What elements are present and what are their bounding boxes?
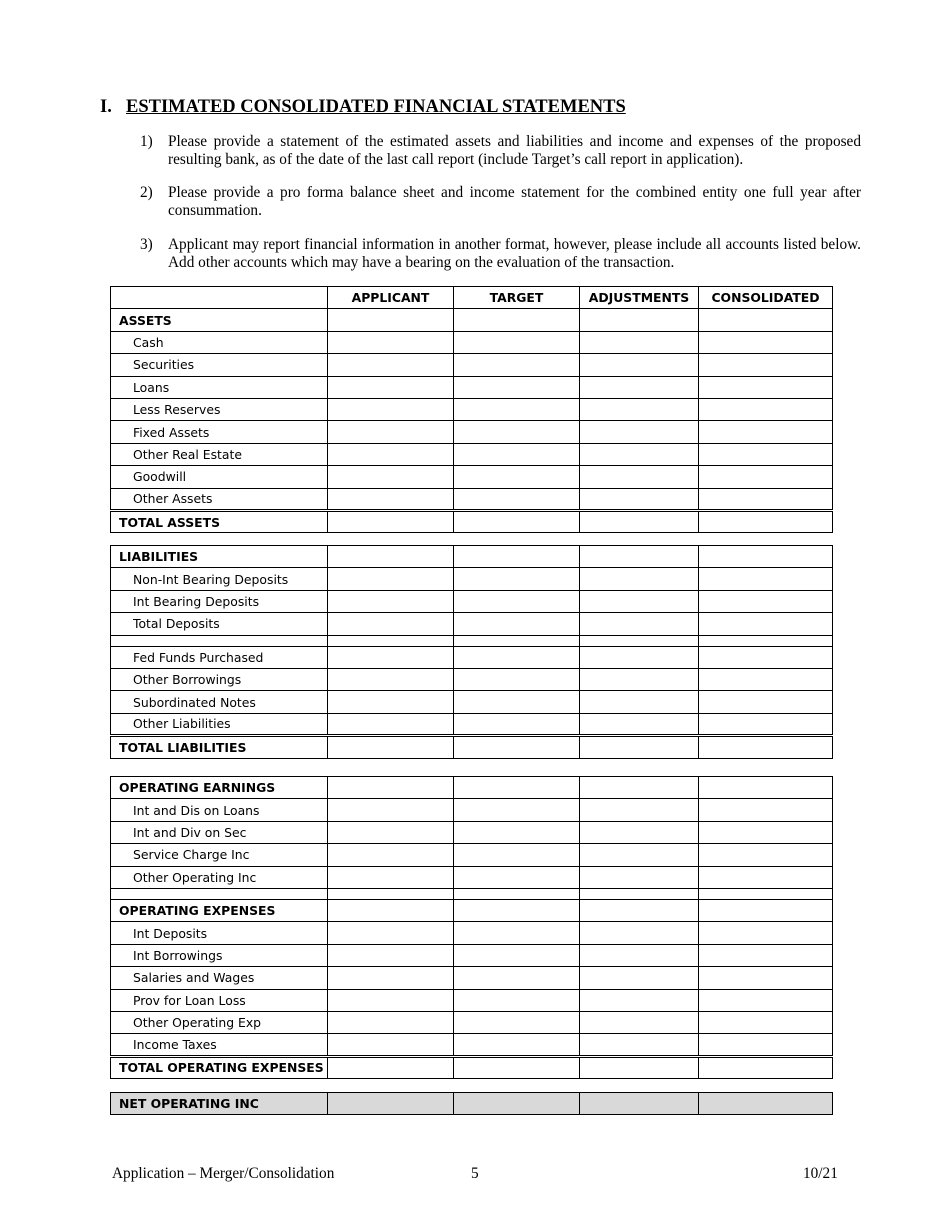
entry-cell[interactable] [454,866,580,888]
entry-cell[interactable] [699,736,833,758]
row-label: Other Operating Inc [111,866,328,888]
entry-cell[interactable] [580,944,699,966]
blank-cell [454,635,580,646]
entry-cell[interactable] [580,799,699,821]
entry-cell[interactable] [328,989,454,1011]
row-label: Goodwill [111,466,328,488]
entry-cell[interactable] [328,713,454,735]
entry-cell[interactable] [454,799,580,821]
entry-cell[interactable] [454,668,580,690]
row-label: Int and Dis on Loans [111,799,328,821]
entry-cell[interactable] [580,568,699,590]
entry-cell[interactable] [328,799,454,821]
income-table [110,776,833,1079]
entry-cell[interactable] [454,736,580,758]
entry-cell[interactable] [580,922,699,944]
entry-cell[interactable] [580,590,699,612]
entry-cell[interactable] [699,398,833,420]
spacer-row [111,888,833,899]
entry-cell[interactable] [328,568,454,590]
row-label: NET OPERATING INC [111,1093,328,1115]
entry-cell[interactable] [699,443,833,465]
entry-cell[interactable] [454,691,580,713]
total-row [111,510,833,532]
entry-cell[interactable] [699,821,833,843]
entry-cell[interactable] [580,1011,699,1033]
row-label: Loans [111,376,328,398]
entry-cell[interactable] [699,866,833,888]
row-label: OPERATING EARNINGS [111,777,328,799]
entry-cell[interactable] [328,488,454,510]
table-row [111,1011,833,1033]
assets-table [110,286,833,533]
entry-cell[interactable] [580,866,699,888]
entry-cell[interactable] [328,821,454,843]
entry-cell[interactable] [328,668,454,690]
entry-cell[interactable] [328,646,454,668]
entry-cell[interactable] [699,376,833,398]
entry-cell[interactable] [580,668,699,690]
entry-cell[interactable] [699,944,833,966]
entry-cell[interactable] [328,777,454,799]
entry-cell[interactable] [580,691,699,713]
table-row [111,866,833,888]
table-row [111,466,833,488]
blank-cell [580,635,699,646]
table-row [111,398,833,420]
entry-cell[interactable] [580,421,699,443]
entry-cell[interactable] [328,613,454,635]
entry-cell[interactable] [580,967,699,989]
entry-cell[interactable] [454,646,580,668]
entry-cell[interactable] [699,1011,833,1033]
net-income-table [110,1092,833,1115]
entry-cell[interactable] [580,354,699,376]
spacer-row [111,635,833,646]
section-header-row [111,309,833,331]
section-title: ESTIMATED CONSOLIDATED FINANCIAL STATEMENTS [126,97,626,117]
section-number: I. [100,97,112,117]
blank-cell [454,888,580,899]
entry-cell[interactable] [699,590,833,612]
table-row [111,713,833,735]
blank-cell [328,635,454,646]
entry-cell[interactable] [580,398,699,420]
entry-cell[interactable] [328,443,454,465]
entry-cell[interactable] [328,922,454,944]
entry-cell[interactable] [454,443,580,465]
row-label: Int and Div on Sec [111,821,328,843]
entry-cell[interactable] [699,331,833,353]
entry-cell[interactable] [580,466,699,488]
entry-cell[interactable] [699,967,833,989]
blank-cell [699,888,833,899]
section-header-row [111,777,833,799]
table-row [111,844,833,866]
total-row [111,1056,833,1078]
table-row [111,590,833,612]
entry-cell[interactable] [580,989,699,1011]
row-label: Service Charge Inc [111,844,328,866]
entry-cell[interactable] [699,899,833,921]
row-label: Other Real Estate [111,443,328,465]
row-label: LIABILITIES [111,546,328,568]
table-row [111,821,833,843]
entry-cell[interactable] [454,1011,580,1033]
entry-cell[interactable] [699,691,833,713]
entry-cell[interactable] [454,398,580,420]
entry-cell[interactable] [454,899,580,921]
blank-cell [699,635,833,646]
row-label: Int Bearing Deposits [111,590,328,612]
table-row [111,967,833,989]
row-label: Cash [111,331,328,353]
entry-cell[interactable] [580,546,699,568]
entry-cell[interactable] [699,546,833,568]
entry-cell[interactable] [454,466,580,488]
entry-cell[interactable] [328,590,454,612]
entry-cell[interactable] [580,376,699,398]
table-row [111,421,833,443]
entry-cell[interactable] [699,844,833,866]
table-row [111,1034,833,1056]
entry-cell[interactable] [454,844,580,866]
entry-cell[interactable] [699,668,833,690]
instruction-number: 1) [140,133,153,150]
entry-cell[interactable] [699,713,833,735]
entry-cell[interactable] [580,331,699,353]
row-label: Int Deposits [111,922,328,944]
row-label: Securities [111,354,328,376]
row-label: TOTAL LIABILITIES [111,736,328,758]
entry-cell[interactable] [328,967,454,989]
entry-cell[interactable] [454,421,580,443]
entry-cell[interactable] [328,1056,454,1078]
entry-cell[interactable] [328,331,454,353]
instruction-2 [140,184,861,219]
entry-cell[interactable] [699,922,833,944]
section-heading [100,97,626,118]
entry-cell[interactable] [454,376,580,398]
entry-cell[interactable] [580,736,699,758]
row-label: Other Liabilities [111,713,328,735]
entry-cell[interactable] [580,777,699,799]
entry-cell[interactable] [454,488,580,510]
table-row [111,668,833,690]
entry-cell[interactable] [328,1034,454,1056]
entry-cell[interactable] [580,1093,699,1115]
blank-cell [111,635,328,646]
table-row [111,989,833,1011]
entry-cell[interactable] [699,309,833,331]
entry-cell[interactable] [328,421,454,443]
table-row [111,568,833,590]
instruction-text: Please provide a pro forma balance sheet and income statement for the combined entity one full year after consummation. [168,184,861,219]
column-header-applicant: APPLICANT [328,287,454,309]
instruction-1 [140,133,861,168]
footer-form-title: Application – Merger/Consolidation [112,1165,335,1182]
table-row [111,376,833,398]
row-label: ASSETS [111,309,328,331]
section-header-row [111,899,833,921]
table-row [111,613,833,635]
entry-cell[interactable] [580,899,699,921]
entry-cell[interactable] [699,421,833,443]
column-header-adjustments: ADJUSTMENTS [580,287,699,309]
entry-cell[interactable] [328,844,454,866]
table-row [111,443,833,465]
row-label: Prov for Loan Loss [111,989,328,1011]
blank-cell [328,888,454,899]
entry-cell[interactable] [580,1056,699,1078]
entry-cell[interactable] [580,646,699,668]
instruction-number: 3) [140,236,153,253]
row-label: Other Borrowings [111,668,328,690]
entry-cell[interactable] [580,510,699,532]
blank-cell [580,888,699,899]
entry-cell[interactable] [328,376,454,398]
row-label: OPERATING EXPENSES [111,899,328,921]
footer-revision-date: 10/21 [803,1165,838,1182]
entry-cell[interactable] [699,613,833,635]
entry-cell[interactable] [454,309,580,331]
table-row [111,646,833,668]
entry-cell[interactable] [699,799,833,821]
table-row [111,944,833,966]
entry-cell[interactable] [699,1056,833,1078]
entry-cell[interactable] [328,1093,454,1115]
row-label: Less Reserves [111,398,328,420]
net-operating-row [111,1093,833,1115]
entry-cell[interactable] [454,1093,580,1115]
entry-cell[interactable] [328,466,454,488]
entry-cell[interactable] [328,691,454,713]
row-label: Subordinated Notes [111,691,328,713]
table-row [111,691,833,713]
instruction-text: Applicant may report financial information in another format, however, please include all accounts listed below. Add other accounts which may have a bearing on the evaluation of the transaction. [168,236,861,271]
row-label: Income Taxes [111,1034,328,1056]
entry-cell[interactable] [328,899,454,921]
row-label: Other Assets [111,488,328,510]
section-header-row [111,546,833,568]
entry-cell[interactable] [580,488,699,510]
entry-cell[interactable] [699,989,833,1011]
entry-cell[interactable] [328,546,454,568]
entry-cell[interactable] [454,922,580,944]
entry-cell[interactable] [699,646,833,668]
entry-cell[interactable] [328,354,454,376]
instruction-text: Please provide a statement of the estimated assets and liabilities and income and expenses of the proposed resulting bank, as of the date of the last call report (include Target’s call report in application). [168,133,861,168]
row-label: Fixed Assets [111,421,328,443]
row-label: TOTAL ASSETS [111,510,328,532]
entry-cell[interactable] [328,1011,454,1033]
entry-cell[interactable] [580,613,699,635]
entry-cell[interactable] [699,777,833,799]
row-label: TOTAL OPERATING EXPENSES [111,1056,328,1078]
entry-cell[interactable] [454,568,580,590]
column-header-consolidated: CONSOLIDATED [699,287,833,309]
instruction-number: 2) [140,184,153,201]
liabilities-table [110,545,833,759]
entry-cell[interactable] [580,821,699,843]
total-row [111,736,833,758]
entry-cell[interactable] [699,1034,833,1056]
table-row [111,331,833,353]
entry-cell[interactable] [580,713,699,735]
row-label: Fed Funds Purchased [111,646,328,668]
footer-page-number: 5 [471,1165,479,1182]
table-row [111,354,833,376]
entry-cell[interactable] [454,1034,580,1056]
column-header-target: TARGET [454,287,580,309]
entry-cell[interactable] [454,713,580,735]
entry-cell[interactable] [328,736,454,758]
entry-cell[interactable] [328,398,454,420]
table-row [111,488,833,510]
entry-cell[interactable] [580,844,699,866]
entry-cell[interactable] [454,354,580,376]
row-label: Total Deposits [111,613,328,635]
instruction-3 [140,236,861,271]
row-label: Int Borrowings [111,944,328,966]
blank-header-cell [111,287,328,309]
entry-cell[interactable] [454,944,580,966]
entry-cell[interactable] [699,488,833,510]
row-label: Other Operating Exp [111,1011,328,1033]
entry-cell[interactable] [699,568,833,590]
column-header-row [111,287,833,309]
entry-cell[interactable] [580,309,699,331]
row-label: Non-Int Bearing Deposits [111,568,328,590]
entry-cell[interactable] [328,866,454,888]
entry-cell[interactable] [454,967,580,989]
entry-cell[interactable] [454,613,580,635]
entry-cell[interactable] [699,354,833,376]
entry-cell[interactable] [454,510,580,532]
entry-cell[interactable] [699,1093,833,1115]
entry-cell[interactable] [328,309,454,331]
entry-cell[interactable] [580,443,699,465]
entry-cell[interactable] [454,777,580,799]
entry-cell[interactable] [328,944,454,966]
entry-cell[interactable] [454,331,580,353]
entry-cell[interactable] [699,510,833,532]
entry-cell[interactable] [580,1034,699,1056]
blank-cell [111,888,328,899]
entry-cell[interactable] [454,989,580,1011]
row-label: Salaries and Wages [111,967,328,989]
table-row [111,799,833,821]
entry-cell[interactable] [328,510,454,532]
entry-cell[interactable] [454,546,580,568]
table-row [111,922,833,944]
entry-cell[interactable] [454,821,580,843]
entry-cell[interactable] [699,466,833,488]
entry-cell[interactable] [454,590,580,612]
entry-cell[interactable] [454,1056,580,1078]
